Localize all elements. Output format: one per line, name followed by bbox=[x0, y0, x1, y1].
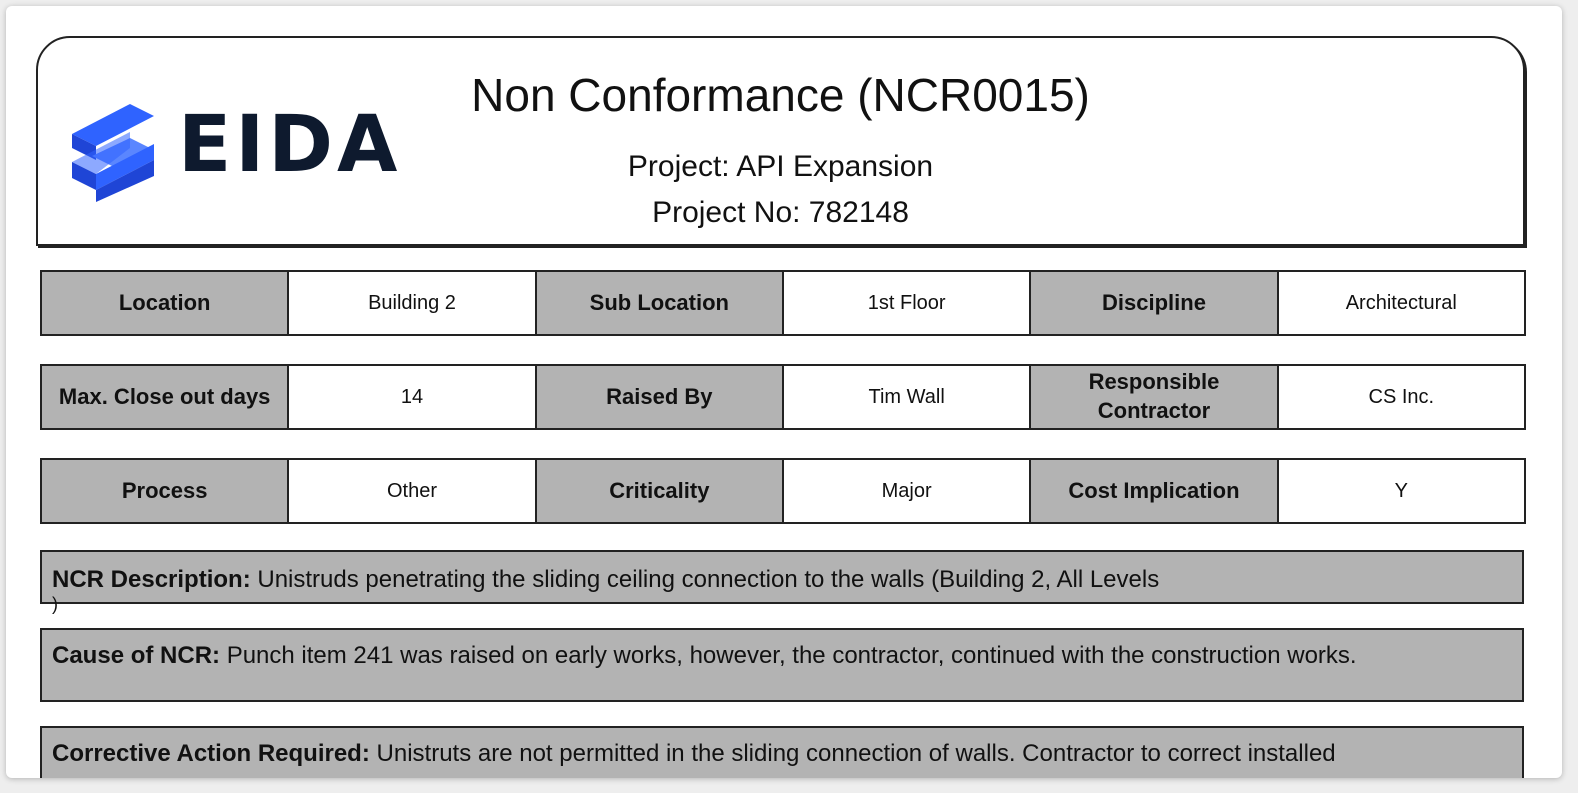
ncr-document bbox=[6, 6, 1562, 778]
corrective-label: Corrective Action Required: bbox=[52, 740, 370, 767]
field-value: CS Inc. bbox=[1279, 366, 1524, 428]
field-label: Criticality bbox=[537, 460, 784, 522]
ncr-description bbox=[40, 550, 1524, 615]
field-value: Other bbox=[289, 460, 536, 522]
document-header bbox=[36, 36, 1525, 246]
logo-wordmark: EIDA bbox=[178, 100, 402, 190]
description-text: Unistruds penetrating the sliding ceiling connection to the walls (Building 2, All Levels bbox=[257, 566, 1160, 593]
field-label: Sub Location bbox=[537, 272, 784, 334]
description-label: NCR Description: bbox=[52, 566, 251, 593]
description-continuation: ) bbox=[52, 594, 58, 615]
field-value: 1st Floor bbox=[784, 272, 1031, 334]
field-label: Responsible Contractor bbox=[1031, 366, 1278, 428]
corrective-text: Unistruts are not permitted in the sliding connection of walls. Contractor to correct installed bbox=[376, 740, 1336, 767]
field-value: Tim Wall bbox=[784, 366, 1031, 428]
field-value: 14 bbox=[289, 366, 536, 428]
field-label: Process bbox=[42, 460, 289, 522]
field-value: Y bbox=[1279, 460, 1524, 522]
info-row-1 bbox=[40, 270, 1526, 336]
field-label: Cost Implication bbox=[1031, 460, 1278, 522]
project-number: Project No: 782148 bbox=[652, 196, 909, 229]
project-name: Project: API Expansion bbox=[627, 150, 934, 183]
field-value: Building 2 bbox=[289, 272, 536, 334]
info-row-2 bbox=[40, 364, 1526, 430]
info-row-3 bbox=[40, 458, 1526, 524]
cause-label: Cause of NCR: bbox=[52, 642, 221, 669]
cause-of-ncr bbox=[40, 628, 1524, 702]
field-label: Max. Close out days bbox=[42, 366, 289, 428]
field-label: Raised By bbox=[537, 366, 784, 428]
corrective-action bbox=[40, 726, 1524, 778]
field-label: Location bbox=[42, 272, 289, 334]
field-label: Discipline bbox=[1031, 272, 1278, 334]
cause-text: Punch item 241 was raised on early works, however, the contractor, continued with the construction works. bbox=[226, 642, 1357, 669]
field-value: Architectural bbox=[1279, 272, 1524, 334]
document-title: Non Conformance (NCR0015) bbox=[471, 69, 1090, 121]
field-value: Major bbox=[784, 460, 1031, 522]
